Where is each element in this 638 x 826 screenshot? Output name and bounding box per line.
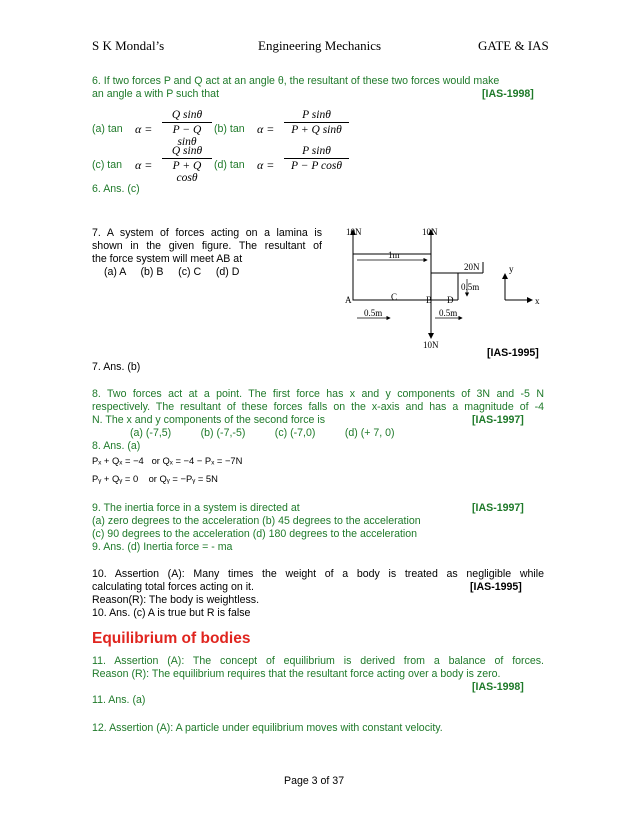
label-dim-05-right: 0.5m [461,282,480,292]
q6-fraction-d-num: P sinθ [284,145,349,159]
q8-line3: N. The x and y components of the second force is [92,414,325,426]
section-title: Equilibrium of bodies [92,630,251,647]
q7-line1: 7. A system of forces acting on a lamina is [92,227,322,239]
q6-fraction-c-num: Q sinθ [162,145,212,159]
q7-options: (a) A (b) B (c) C (d) D [104,266,240,278]
q7-answer: 7. Ans. (b) [92,361,141,373]
header-subject: Engineering Mechanics [258,38,382,53]
q9-line2: (a) zero degrees to the acceleration (b) 45 degrees to the acceleration [92,515,421,527]
q6-option-b: (b) tan [214,123,245,135]
q10-tag: [IAS-1995] [470,581,522,593]
q8-equation-1: Pₓ + Qₓ = −4 or Qₓ = −4 − Pₓ = −7N [92,455,243,466]
q6-fraction-d [284,145,349,172]
header-exam: GATE & IAS [478,38,549,53]
q10-line1: 10. Assertion (A): Many times the weight of a body is treated as negligible while [92,568,544,580]
q6-line2: an angle a with P such that [92,88,220,100]
q6-line1: 6. If two forces P and Q act at an angle θ, the resultant of these two forces would make [92,75,500,87]
q6-fraction-c [162,145,212,184]
q6-lhs-c: α = [135,158,153,172]
q6-option-a: (a) tan [92,123,123,135]
point-b: B [426,295,433,305]
q10-answer: 10. Ans. (c) A is true but R is false [92,607,251,619]
point-a: A [345,295,352,305]
q7-tag: [IAS-1995] [487,347,539,359]
q6-tag: [IAS-1998] [482,88,534,100]
q6-fraction-b-num: P sinθ [284,109,349,123]
q9-line3: (c) 90 degrees to the acceleration (d) 180 degrees to the acceleration [92,528,418,540]
q8-answer: 8. Ans. (a) [92,440,141,452]
header-author: S K Mondal’s [92,38,165,53]
q6-fraction-a-den: P − Q sinθ [172,124,202,148]
q6-option-d: (d) tan [214,159,245,171]
point-d: D [447,295,454,305]
label-10n-bottom: 10N [423,340,439,350]
q8-line2: respectively. The resultant of these forces falls on the x-axis and has a magnitude of -4 [92,401,544,413]
q12-line1: 12. Assertion (A): A particle under equilibrium moves with constant velocity. [92,722,443,734]
q10-line3: Reason(R): The body is weightless. [92,594,260,606]
axis-x-label: x [535,296,540,306]
q6-lhs-d: α = [257,158,275,172]
q10-line2: calculating total forces acting on it. [92,581,254,593]
q6-fraction-b [284,109,349,136]
page-number: Page 3 of 37 [284,775,345,787]
q9-line1: 9. The inertia force in a system is directed at [92,502,300,514]
label-10n-left: 10N [346,227,362,237]
q6-fraction-a [162,109,212,148]
q7-line2: shown in the given figure. The resultant of [92,240,322,252]
axis-y-label: y [509,264,514,274]
label-dim-05-bottom-right: 0.5m [439,308,458,318]
point-c: C [391,292,398,302]
q8-line1: 8. Two forces act at a point. The first force has x and y components of 3N and -5 N [92,388,544,400]
label-20n: 20N [464,262,480,272]
q6-fraction-c-den: P + Q cosθ [172,160,202,184]
q11-line1: 11. Assertion (A): The concept of equilibrium is derived from a balance of forces. [92,655,544,667]
q8-equation-2: Pᵧ + Qᵧ = 0 or Qᵧ = −Pᵧ = 5N [92,473,218,484]
q11-line2: Reason (R): The equilibrium requires that the resultant force acting over a body is zero. [92,668,501,680]
q8-tag: [IAS-1997] [472,414,524,426]
q7-force-figure [330,222,548,350]
q6-fraction-d-den: P − P cosθ [291,160,342,172]
q8-options: (a) (-7,5) (b) (-7,-5) (c) (-7,0) (d) (+ 7, 0) [130,427,395,439]
q9-answer: 9. Ans. (d) Inertia force = - ma [92,541,233,553]
label-dim-1m: 1m [388,250,400,260]
q11-tag: [IAS-1998] [472,681,524,693]
label-10n-mid: 10N [422,227,438,237]
q6-answer: 6. Ans. (c) [92,183,140,195]
q6-lhs-a: α = [135,122,153,136]
q6-fraction-b-den: P + Q sinθ [291,124,342,136]
q6-lhs-b: α = [257,122,275,136]
q6-option-c: (c) tan [92,159,123,171]
q9-tag: [IAS-1997] [472,502,524,514]
q6-fraction-a-num: Q sinθ [162,109,212,123]
q7-line3: the force system will meet AB at [92,253,243,265]
label-dim-05-bottom-left: 0.5m [364,308,383,318]
q11-answer: 11. Ans. (a) [92,694,146,706]
